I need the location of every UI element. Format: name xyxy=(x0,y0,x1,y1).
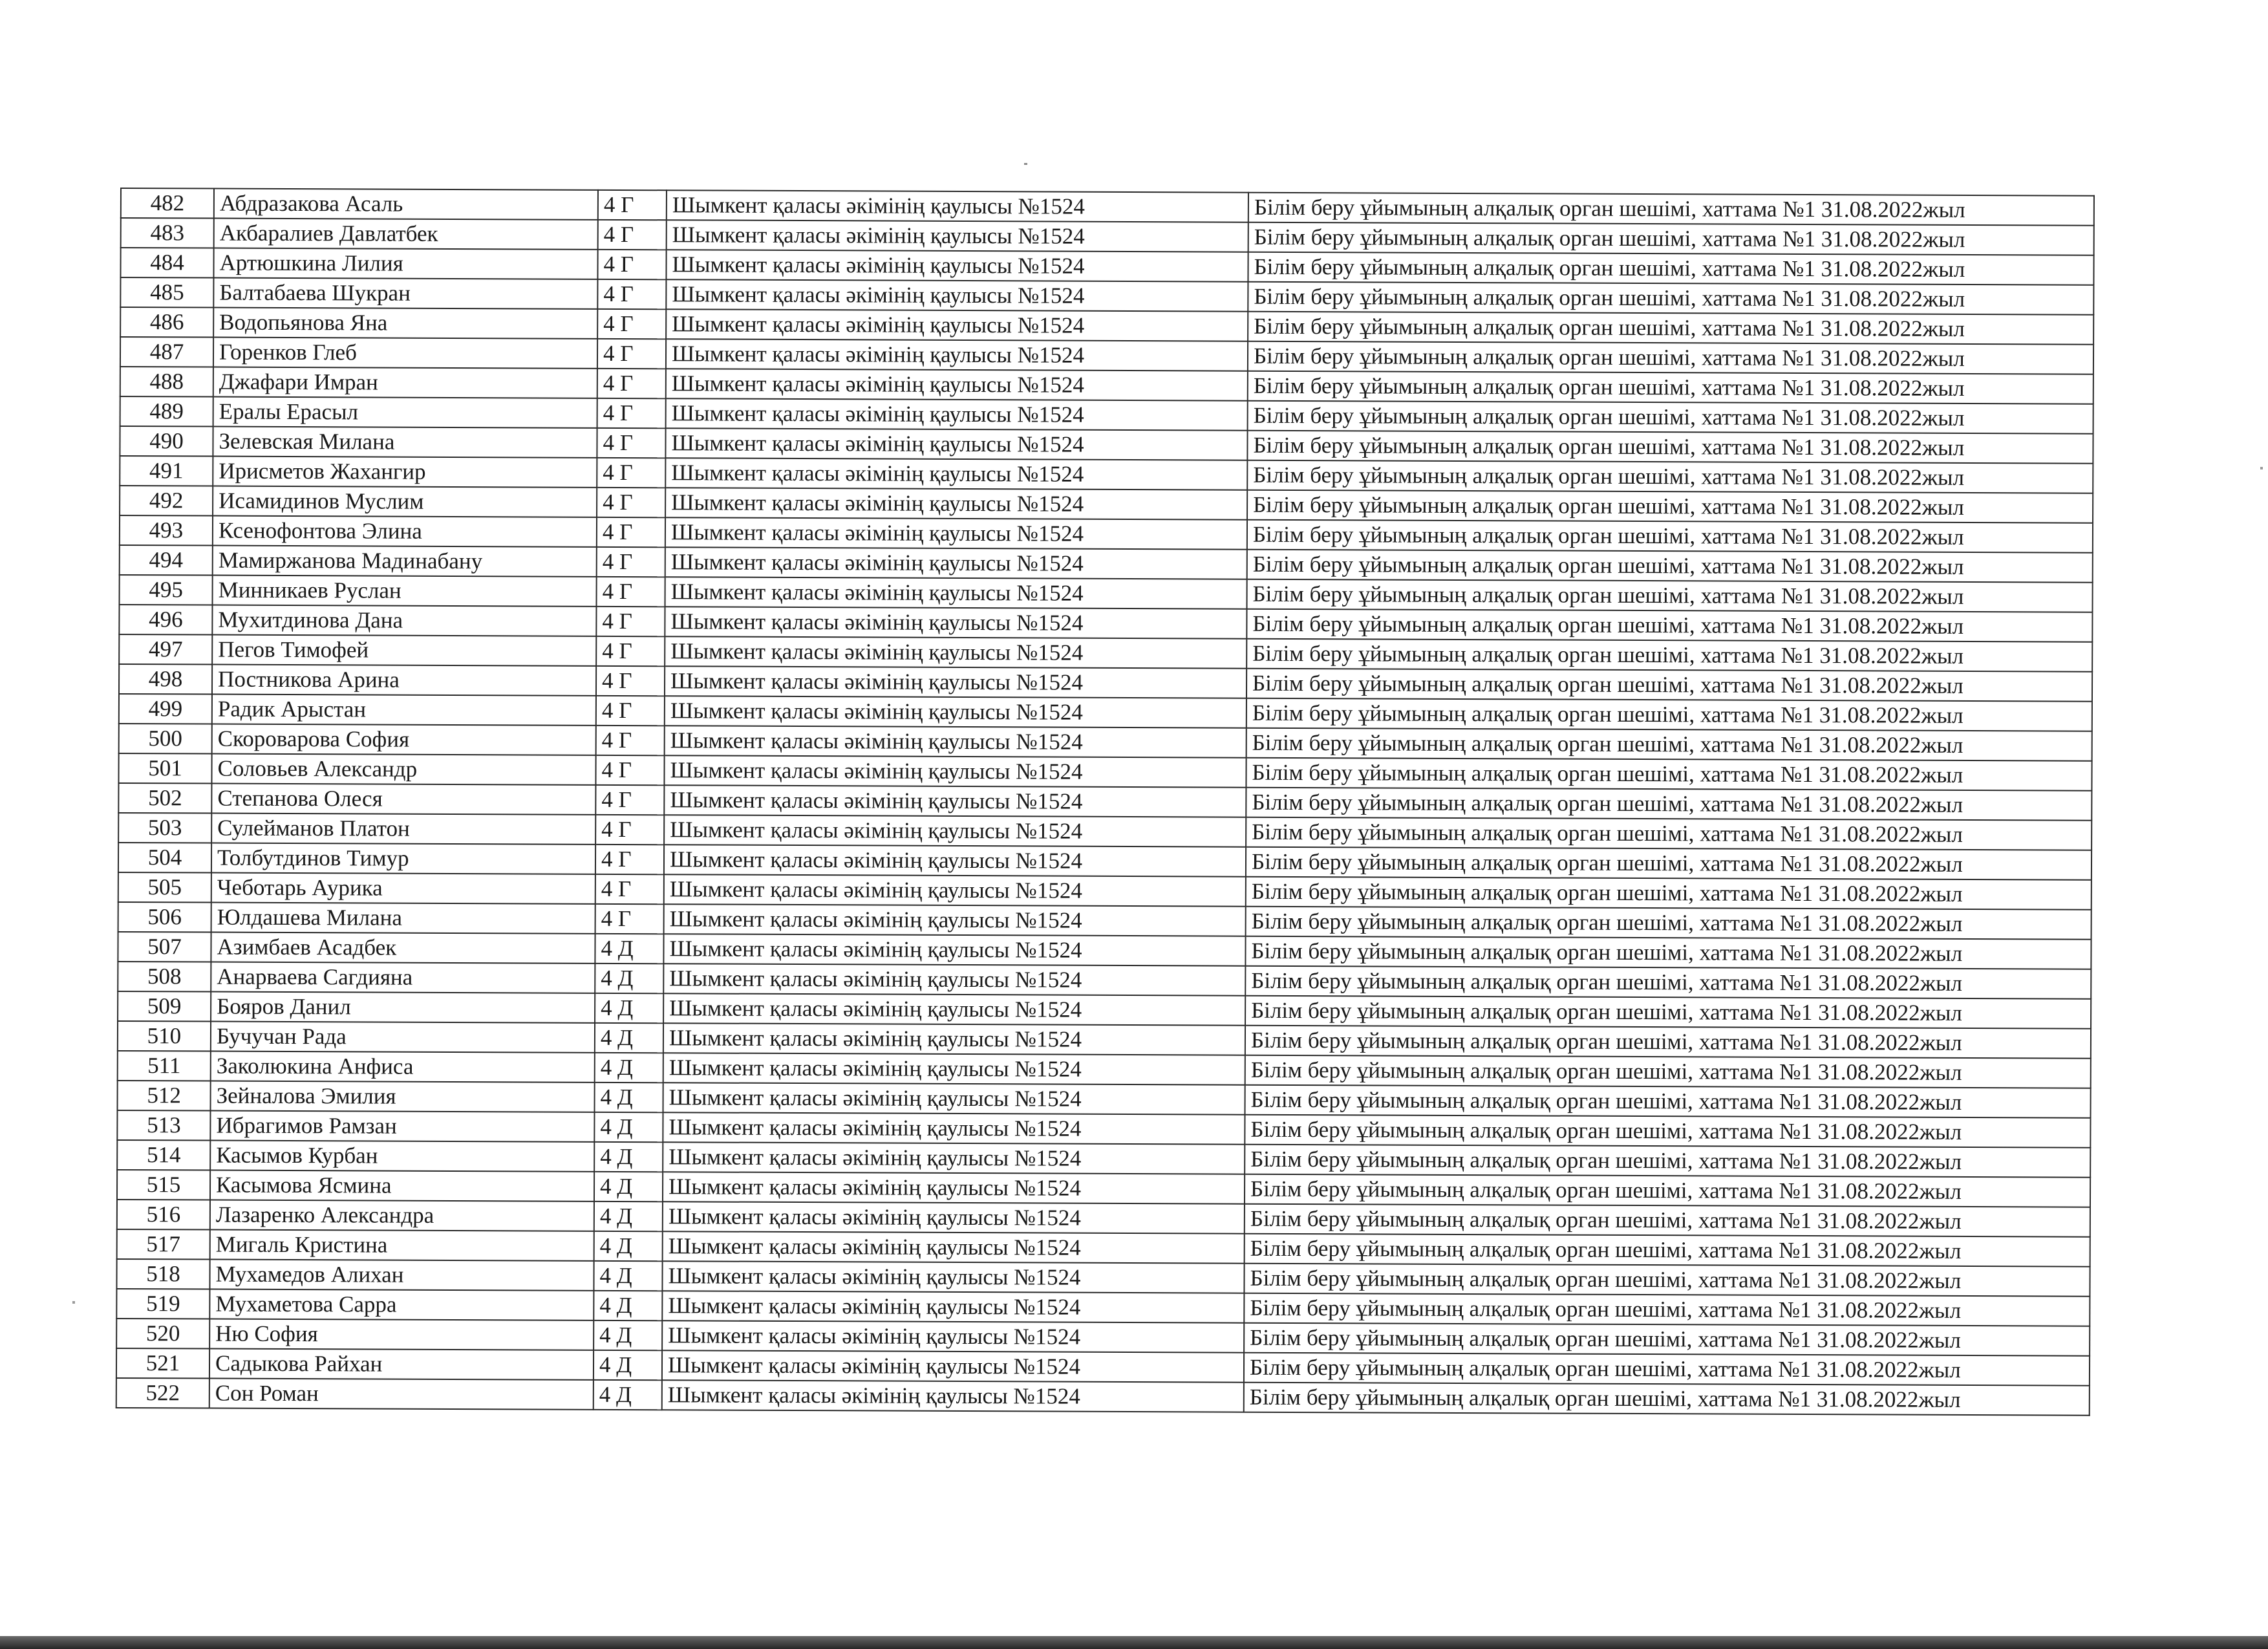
student-name-cell: Толбутдинов Тимур xyxy=(211,843,595,874)
student-name-cell: Сон Роман xyxy=(209,1379,594,1410)
decision-cell: Білім беру ұйымының алқалық орган шешімі, хаттама №1 31.08.2022жыл xyxy=(1245,1115,2090,1148)
student-name-cell: Мигаль Кристина xyxy=(210,1230,594,1261)
decision-cell: Білім беру ұйымының алқалық орган шешімі, хаттама №1 31.08.2022жыл xyxy=(1244,1264,2090,1297)
row-number-cell: 497 xyxy=(119,634,212,665)
decision-cell: Білім беру ұйымының алқалық орган шешімі, хаттама №1 31.08.2022жыл xyxy=(1244,1293,2090,1326)
row-number-cell: 488 xyxy=(120,367,213,397)
student-name-cell: Ксенофонтова Элина xyxy=(213,516,597,547)
decision-cell: Білім беру ұйымының алқалық орган шешімі, хаттама №1 31.08.2022жыл xyxy=(1245,1204,2090,1237)
scan-mark-left xyxy=(72,1301,75,1304)
decree-cell: Шымкент қаласы әкімінің қаулысы №1524 xyxy=(663,1172,1245,1203)
decree-cell: Шымкент қаласы әкімінің қаулысы №1524 xyxy=(662,1320,1244,1352)
grade-cell: 4 Д xyxy=(594,1380,662,1410)
decision-cell: Білім беру ұйымының алқалық орган шешімі, хаттама №1 31.08.2022жыл xyxy=(1246,639,2092,672)
student-name-cell: Джафари Имран xyxy=(213,367,597,398)
student-name-cell: Ирисметов Жахангир xyxy=(213,457,597,488)
decision-cell: Білім беру ұйымының алқалық орган шешімі, хаттама №1 31.08.2022жыл xyxy=(1246,609,2092,642)
decree-cell: Шымкент қаласы әкімінің қаулысы №1524 xyxy=(662,1380,1244,1412)
row-number-cell: 487 xyxy=(120,337,213,367)
decree-cell: Шымкент қаласы әкімінің қаулысы №1524 xyxy=(662,1261,1244,1293)
grade-cell: 4 Д xyxy=(594,1261,662,1291)
row-number-cell: 499 xyxy=(119,694,212,724)
decree-cell: Шымкент қаласы әкімінің қаулысы №1524 xyxy=(662,1350,1244,1382)
decision-cell: Білім беру ұйымының алқалық орган шешімі, хаттама №1 31.08.2022жыл xyxy=(1247,579,2093,612)
decree-cell: Шымкент қаласы әкімінің қаулысы №1524 xyxy=(665,726,1246,757)
grade-cell: 4 Д xyxy=(595,1023,663,1053)
grade-cell: 4 Г xyxy=(597,547,665,577)
row-number-cell: 514 xyxy=(117,1140,210,1170)
grade-cell: 4 Г xyxy=(597,339,666,369)
decree-cell: Шымкент қаласы әкімінің қаулысы №1524 xyxy=(665,517,1247,549)
student-name-cell: Бояров Данил xyxy=(211,992,595,1023)
decision-cell: Білім беру ұйымының алқалық орган шешімі, хаттама №1 31.08.2022жыл xyxy=(1246,758,2091,791)
decree-cell: Шымкент қаласы әкімінің қаулысы №1524 xyxy=(663,964,1245,995)
decree-cell: Шымкент қаласы әкімінің қаулысы №1524 xyxy=(666,398,1248,430)
row-number-cell: 496 xyxy=(119,605,212,635)
row-number-cell: 491 xyxy=(120,456,213,486)
grade-cell: 4 Д xyxy=(594,1320,662,1350)
grade-cell: 4 Г xyxy=(597,398,666,428)
scan-bottom-edge xyxy=(0,1636,2268,1649)
student-name-cell: Водопьянова Яна xyxy=(213,308,597,339)
row-number-cell: 508 xyxy=(118,962,211,992)
grade-cell: 4 Г xyxy=(597,458,665,488)
decree-cell: Шымкент қаласы әкімінің қаулысы №1524 xyxy=(663,993,1245,1025)
grade-cell: 4 Д xyxy=(595,934,663,964)
decision-cell: Білім беру ұйымының алқалық орган шешімі, хаттама №1 31.08.2022жыл xyxy=(1248,282,2093,315)
decree-cell: Шымкент қаласы әкімінің қаулысы №1524 xyxy=(663,1083,1245,1114)
decision-cell: Білім беру ұйымының алқалық орган шешімі, хаттама №1 31.08.2022жыл xyxy=(1245,936,2091,969)
row-number-cell: 484 xyxy=(120,248,213,278)
decree-cell: Шымкент қаласы әкімінің қаулысы №1524 xyxy=(665,547,1247,579)
decision-cell: Білім беру ұйымының алқалық орган шешімі, хаттама №1 31.08.2022жыл xyxy=(1244,1323,2090,1356)
decree-cell: Шымкент қаласы әкімінің қаулысы №1524 xyxy=(663,934,1245,965)
student-name-cell: Заколюкина Анфиса xyxy=(211,1051,595,1083)
grade-cell: 4 Г xyxy=(597,279,666,309)
scan-dot xyxy=(1024,163,1027,165)
row-number-cell: 513 xyxy=(117,1110,210,1141)
grade-cell: 4 Г xyxy=(596,696,665,726)
row-number-cell: 517 xyxy=(117,1229,210,1260)
decision-cell: Білім беру ұйымының алқалық орган шешімі, хаттама №1 31.08.2022жыл xyxy=(1246,877,2091,910)
row-number-cell: 520 xyxy=(116,1319,209,1349)
grade-cell: 4 Г xyxy=(596,726,665,755)
grade-cell: 4 Д xyxy=(595,1053,663,1083)
decree-cell: Шымкент қаласы әкімінің қаулысы №1524 xyxy=(665,696,1246,727)
decree-cell: Шымкент қаласы әкімінің қаулысы №1524 xyxy=(665,577,1247,609)
decree-cell: Шымкент қаласы әкімінің қаулысы №1524 xyxy=(662,1291,1244,1322)
student-name-cell: Касымов Курбан xyxy=(210,1141,594,1172)
decree-cell: Шымкент қаласы әкімінің қаулысы №1524 xyxy=(663,1112,1245,1144)
grade-cell: 4 Г xyxy=(598,190,667,220)
row-number-cell: 489 xyxy=(120,396,213,427)
decree-cell: Шымкент қаласы әкімінің қаулысы №1524 xyxy=(664,755,1246,787)
student-name-cell: Мухитдинова Дана xyxy=(212,605,596,636)
grade-cell: 4 Г xyxy=(597,488,665,517)
row-number-cell: 509 xyxy=(118,991,211,1022)
student-name-cell: Соловьев Александр xyxy=(211,754,595,785)
row-number-cell: 512 xyxy=(118,1081,211,1111)
decree-cell: Шымкент қаласы әкімінің қаулысы №1524 xyxy=(664,815,1246,846)
student-name-cell: Постникова Арина xyxy=(212,665,596,696)
decision-cell: Білім беру ұйымының алқалық орган шешімі, хаттама №1 31.08.2022жыл xyxy=(1246,788,2091,821)
student-name-cell: Азимбаев Асадбек xyxy=(211,932,595,964)
row-number-cell: 521 xyxy=(116,1348,209,1379)
row-number-cell: 485 xyxy=(120,277,213,308)
row-number-cell: 518 xyxy=(116,1259,209,1289)
decision-cell: Білім беру ұйымының алқалық орган шешімі, хаттама №1 31.08.2022жыл xyxy=(1245,1174,2090,1207)
decision-cell: Білім беру ұйымының алқалық орган шешімі, хаттама №1 31.08.2022жыл xyxy=(1247,520,2093,553)
grade-cell: 4 Г xyxy=(595,815,664,845)
decree-cell: Шымкент қаласы әкімінің қаулысы №1524 xyxy=(665,458,1247,490)
decree-cell: Шымкент қаласы әкімінің қаулысы №1524 xyxy=(664,904,1246,936)
student-name-cell: Сулейманов Платон xyxy=(211,814,595,845)
decision-cell: Білім беру ұйымының алқалық орган шешімі, хаттама №1 31.08.2022жыл xyxy=(1244,1383,2090,1416)
row-number-cell: 519 xyxy=(116,1289,209,1319)
row-number-cell: 500 xyxy=(119,724,212,754)
decision-cell: Білім беру ұйымының алқалық орган шешімі, хаттама №1 31.08.2022жыл xyxy=(1248,252,2093,285)
student-name-cell: Минникаев Руслан xyxy=(213,576,597,607)
row-number-cell: 503 xyxy=(118,813,211,843)
decision-cell: Білім беру ұйымының алқалық орган шешімі, хаттама №1 31.08.2022жыл xyxy=(1246,907,2091,940)
row-number-cell: 515 xyxy=(117,1170,210,1200)
student-name-cell: Абдразакова Асаль xyxy=(214,189,598,220)
grade-cell: 4 Д xyxy=(594,1172,663,1202)
decree-cell: Шымкент қаласы әкімінің қаулысы №1524 xyxy=(663,1023,1245,1055)
student-name-cell: Мамиржанова Мадинабану xyxy=(213,546,597,577)
student-name-cell: Анарваева Сагдияна xyxy=(211,962,595,993)
decision-cell: Білім беру ұйымының алқалық орган шешімі, хаттама №1 31.08.2022жыл xyxy=(1247,490,2093,523)
grade-cell: 4 Д xyxy=(594,1291,662,1320)
decision-cell: Білім беру ұйымының алқалық орган шешімі, хаттама №1 31.08.2022жыл xyxy=(1248,401,2093,434)
row-number-cell: 493 xyxy=(120,515,213,546)
decree-cell: Шымкент қаласы әкімінің қаулысы №1524 xyxy=(666,339,1248,371)
row-number-cell: 504 xyxy=(118,843,211,873)
decision-cell: Білім беру ұйымының алқалық орган шешімі, хаттама №1 31.08.2022жыл xyxy=(1245,1026,2091,1059)
grade-cell: 4 Г xyxy=(597,428,665,458)
student-register-table xyxy=(116,188,2095,1416)
row-number-cell: 506 xyxy=(118,902,211,932)
student-name-cell: Пегов Тимофей xyxy=(212,635,596,666)
student-name-cell: Ибрагимов Рамзан xyxy=(210,1111,594,1142)
decision-cell: Білім беру ұйымының алқалық орган шешімі, хаттама №1 31.08.2022жыл xyxy=(1246,847,2091,880)
decision-cell: Білім беру ұйымының алқалық орган шешімі, хаттама №1 31.08.2022жыл xyxy=(1244,1353,2090,1386)
row-number-cell: 505 xyxy=(118,872,211,903)
grade-cell: 4 Г xyxy=(597,517,665,547)
decision-cell: Білім беру ұйымының алқалық орган шешімі, хаттама №1 31.08.2022жыл xyxy=(1248,312,2093,345)
row-number-cell: 482 xyxy=(121,188,214,219)
decree-cell: Шымкент қаласы әкімінің қаулысы №1524 xyxy=(666,279,1248,311)
grade-cell: 4 Г xyxy=(595,845,664,874)
student-name-cell: Акбаралиев Давлатбек xyxy=(214,219,598,250)
decree-cell: Шымкент қаласы әкімінің қаулысы №1524 xyxy=(663,1053,1245,1084)
decision-cell: Білім беру ұйымының алқалық орган шешімі, хаттама №1 31.08.2022жыл xyxy=(1245,1055,2091,1088)
decision-cell: Білім беру ұйымының алқалық орган шешімі, хаттама №1 31.08.2022жыл xyxy=(1248,193,2094,226)
decision-cell: Білім беру ұйымының алқалық орган шешімі, хаттама №1 31.08.2022жыл xyxy=(1248,371,2093,404)
decree-cell: Шымкент қаласы әкімінің қаулысы №1524 xyxy=(665,488,1247,519)
decree-cell: Шымкент қаласы әкімінің қаулысы №1524 xyxy=(665,607,1246,638)
grade-cell: 4 Д xyxy=(594,1231,663,1261)
decision-cell: Білім беру ұйымының алқалық орган шешімі, хаттама №1 31.08.2022жыл xyxy=(1248,222,2094,255)
row-number-cell: 502 xyxy=(118,783,211,814)
student-name-cell: Ню София xyxy=(209,1319,594,1350)
decision-cell: Білім беру ұйымының алқалық орган шешімі, хаттама №1 31.08.2022жыл xyxy=(1245,966,2091,999)
row-number-cell: 492 xyxy=(120,486,213,516)
decree-cell: Шымкент қаласы әкімінің қаулысы №1524 xyxy=(665,666,1246,698)
row-number-cell: 495 xyxy=(120,575,213,605)
row-number-cell: 498 xyxy=(119,664,212,695)
decision-cell: Білім беру ұйымының алқалық орган шешімі, хаттама №1 31.08.2022жыл xyxy=(1245,996,2091,1029)
student-name-cell: Артюшкина Лилия xyxy=(213,248,597,279)
decree-cell: Шымкент қаласы әкімінің қаулысы №1524 xyxy=(667,220,1248,252)
student-name-cell: Лазаренко Александра xyxy=(210,1200,594,1231)
row-number-cell: 486 xyxy=(120,307,213,338)
row-number-cell: 507 xyxy=(118,932,211,962)
student-name-cell: Зейналова Эмилия xyxy=(211,1081,595,1112)
decree-cell: Шымкент қаласы әкімінің қаулысы №1524 xyxy=(666,309,1248,341)
grade-cell: 4 Г xyxy=(595,785,664,815)
grade-cell: 4 Г xyxy=(597,250,666,279)
student-name-cell: Бучучан Рада xyxy=(211,1022,595,1053)
grade-cell: 4 Г xyxy=(597,577,665,607)
decree-cell: Шымкент қаласы әкімінің қаулысы №1524 xyxy=(665,636,1246,668)
grade-cell: 4 Г xyxy=(595,874,664,904)
row-number-cell: 494 xyxy=(120,545,213,576)
decree-cell: Шымкент қаласы әкімінің қаулысы №1524 xyxy=(667,190,1248,222)
decision-cell: Білім беру ұйымының алқалық орган шешімі, хаттама №1 31.08.2022жыл xyxy=(1247,550,2093,583)
decision-cell: Білім беру ұйымының алқалық орган шешімі, хаттама №1 31.08.2022жыл xyxy=(1245,1085,2091,1118)
row-number-cell: 483 xyxy=(121,218,214,248)
decision-cell: Білім беру ұйымының алқалық орган шешімі, хаттама №1 31.08.2022жыл xyxy=(1246,698,2092,731)
student-name-cell: Исамидинов Муслим xyxy=(213,486,597,517)
student-name-cell: Радик Арыстан xyxy=(212,695,596,726)
grade-cell: 4 Г xyxy=(595,755,664,785)
decree-cell: Шымкент қаласы әкімінің қаулысы №1524 xyxy=(664,874,1246,906)
student-name-cell: Садыкова Райхан xyxy=(209,1349,594,1380)
decision-cell: Білім беру ұйымының алқалық орган шешімі, хаттама №1 31.08.2022жыл xyxy=(1245,1145,2090,1178)
decree-cell: Шымкент қаласы әкімінің қаулысы №1524 xyxy=(663,1202,1245,1233)
student-name-cell: Степанова Олеся xyxy=(211,784,595,815)
grade-cell: 4 Д xyxy=(595,964,663,993)
student-name-cell: Мухамедов Алихан xyxy=(209,1260,594,1291)
grade-cell: 4 Г xyxy=(596,666,665,696)
grade-cell: 4 Г xyxy=(596,636,665,666)
student-name-cell: Мухаметова Сарра xyxy=(209,1289,594,1320)
row-number-cell: 501 xyxy=(118,753,211,784)
decision-cell: Білім беру ұйымының алқалық орган шешімі, хаттама №1 31.08.2022жыл xyxy=(1246,817,2091,850)
student-name-cell: Скороварова София xyxy=(212,724,596,755)
student-name-cell: Чеботарь Аурика xyxy=(211,873,595,904)
student-name-cell: Горенков Глеб xyxy=(213,338,597,369)
grade-cell: 4 Г xyxy=(595,904,664,934)
row-number-cell: 490 xyxy=(120,426,213,457)
decision-cell: Білім беру ұйымының алқалық орган шешімі, хаттама №1 31.08.2022жыл xyxy=(1246,669,2092,702)
row-number-cell: 522 xyxy=(116,1378,209,1408)
decision-cell: Білім беру ұйымының алқалық орган шешімі, хаттама №1 31.08.2022жыл xyxy=(1246,728,2092,761)
decision-cell: Білім беру ұйымының алқалық орган шешімі, хаттама №1 31.08.2022жыл xyxy=(1245,1234,2090,1267)
decree-cell: Шымкент қаласы әкімінің қаулысы №1524 xyxy=(666,250,1248,281)
decree-cell: Шымкент қаласы әкімінің қаулысы №1524 xyxy=(666,369,1248,400)
student-name-cell: Зелевская Милана xyxy=(213,427,597,458)
grade-cell: 4 Д xyxy=(594,1350,662,1380)
grade-cell: 4 Г xyxy=(597,309,666,339)
grade-cell: 4 Д xyxy=(595,1083,663,1112)
student-name-cell: Юлдашева Милана xyxy=(211,903,595,934)
row-number-cell: 511 xyxy=(118,1051,211,1081)
decision-cell: Білім беру ұйымының алқалық орган шешімі, хаттама №1 31.08.2022жыл xyxy=(1248,341,2093,374)
student-name-cell: Ералы Ерасыл xyxy=(213,397,597,428)
row-number-cell: 510 xyxy=(118,1021,211,1051)
decision-cell: Білім беру ұйымының алқалық орган шешімі, хаттама №1 31.08.2022жыл xyxy=(1247,460,2093,493)
grade-cell: 4 Г xyxy=(597,369,666,398)
grade-cell: 4 Д xyxy=(594,1112,663,1142)
register-body xyxy=(116,188,2094,1416)
grade-cell: 4 Г xyxy=(598,220,667,250)
grade-cell: 4 Д xyxy=(594,1202,663,1231)
student-name-cell: Касымова Ясмина xyxy=(210,1170,594,1202)
grade-cell: 4 Д xyxy=(595,993,663,1023)
student-name-cell: Балтабаева Шукран xyxy=(213,278,597,309)
decree-cell: Шымкент қаласы әкімінің қаулысы №1524 xyxy=(663,1142,1245,1174)
decree-cell: Шымкент қаласы әкімінің қаулысы №1524 xyxy=(665,428,1247,460)
grade-cell: 4 Г xyxy=(596,607,665,636)
decision-cell: Білім беру ұйымының алқалық орган шешімі, хаттама №1 31.08.2022жыл xyxy=(1247,431,2093,464)
decree-cell: Шымкент қаласы әкімінің қаулысы №1524 xyxy=(664,845,1246,876)
grade-cell: 4 Д xyxy=(594,1142,663,1172)
row-number-cell: 516 xyxy=(117,1200,210,1230)
decree-cell: Шымкент қаласы әкімінің қаулысы №1524 xyxy=(664,785,1246,817)
decree-cell: Шымкент қаласы әкімінің қаулысы №1524 xyxy=(663,1231,1245,1263)
scan-mark-right xyxy=(2260,467,2263,469)
